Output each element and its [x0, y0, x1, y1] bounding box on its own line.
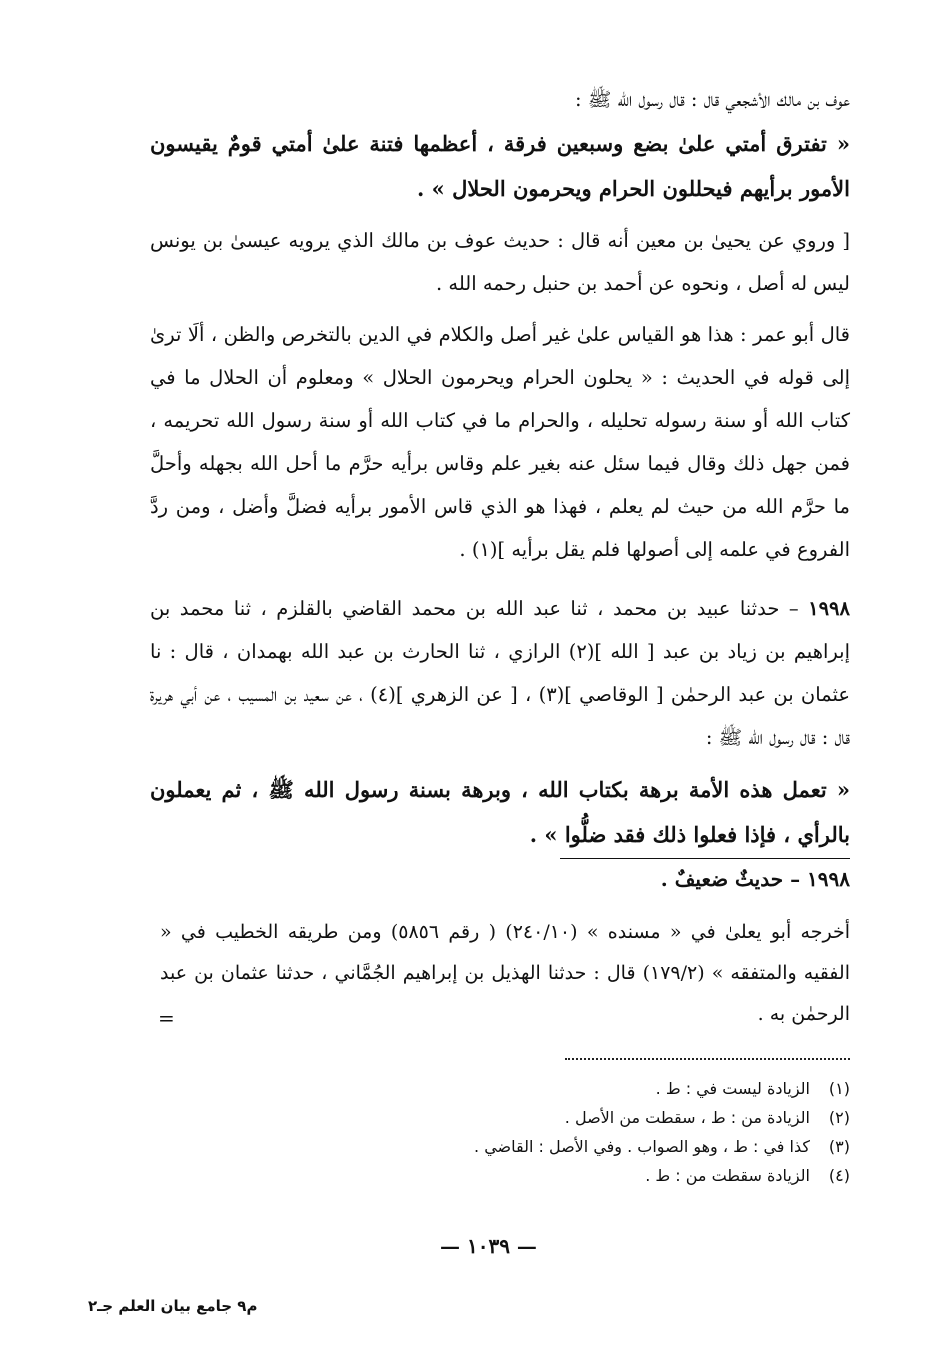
main-text [150, 78, 850, 857]
footnote-number: (٣) [828, 1137, 850, 1156]
takhrij-text: أخرجه أبو يعلىٰ في « مسنده » (٢٤٠/١٠) ( رقم ٥٨٥٦) ومن طريقه الخطيب في « الفقيه والمتفقه » (١٧٩/٢) قال : حدثنا الهذيل بن إبراهيم الجُمَّاني ، حدثنا عثمان بن عبد الرحمٰن به . [160, 921, 850, 1025]
spacer [150, 759, 850, 767]
section-divider [560, 858, 850, 859]
paragraph-intro: عوف بن مالك الأشجعي قال : قال رسول الله ﷺ : [575, 88, 850, 111]
footnote-item [250, 1103, 850, 1132]
hadith-number: ١٩٩٨ [808, 597, 850, 620]
footnote-text: الزيادة سقطت من : ط . [645, 1166, 810, 1185]
takhrij-title: ١٩٩٨ – حديثٌ ضعيفٌ . [660, 867, 850, 891]
footnote-number: (٢) [828, 1108, 850, 1127]
paragraph-yahya: [ وروي عن يحيىٰ بن معين أنه قال : حديث عوف بن مالك الذي يرويه عيسىٰ بن يونس ليس له أصل ، ونحوه عن أحمد بن حنبل رحمه الله . [150, 229, 850, 295]
footnote-item [250, 1132, 850, 1161]
footnote-divider [565, 1058, 850, 1060]
page-number: — ١٠٣٩ — [440, 1234, 537, 1258]
spacer [150, 571, 850, 587]
isnad-text: – حدثنا عبيد بن محمد ، ثنا عبد الله بن محمد القاضي بالقلزم ، ثنا محمد بن إبراهيم بن زياد بن عبد [ الله ](٢) الرازي ، ثنا الحارث بن عبد الله بهمدان ، قال : نا عثمان بن عبد الرحمٰن [ الوقاصي ](٣) ، [ عن الزهري ](٤) ، عن سعيد بن المسيب ، عن أبي هريرة قال : قال رسول الله ﷺ : [150, 597, 850, 749]
spacer [150, 305, 850, 313]
footnotes [250, 1074, 850, 1190]
hadith-text-2: « تعمل هذه الأمة برهة بكتاب الله ، وبرهة بسنة رسول الله ﷺ ، ثم يعملون بالرأي ، فإذا فعلوا ذلك فقد ضلُّوا » . [150, 777, 850, 847]
paragraph-isnad [150, 587, 850, 759]
footnote-text: الزيادة ليست في : ط . [655, 1079, 810, 1098]
continuation-mark: = [158, 1006, 175, 1030]
footnote-item [250, 1074, 850, 1103]
footnote-text: كذا في : ط ، وهو الصواب . وفي الأصل : القاضي . [474, 1137, 810, 1156]
takhrij-section [160, 912, 850, 1035]
footnote-item [250, 1161, 850, 1190]
paragraph-abu-umar: قال أبو عمر : هذا هو القياس علىٰ غير أصل والكلام في الدين بالتخرص والظن ، ألَا ترىٰ إلى قوله في الحديث : « يحلون الحرام ويحرمون الحلال » ومعلوم أن الحلال ما في كتاب الله أو سنة رسوله تحليله ، والحرام ما في كتاب الله أو سنة رسول الله تحريمه ، فمن جهل ذلك وقال فيما سئل عنه بغير علم وقاس برأيه حرَّم ما أحل الله بجهله وأحلَّ ما حرَّم الله من حيث لم يعلم ، فهذا هو الذي قاس الأمور برأيه فضلَّ وأضل ، ومن ردَّ الفروع في علمه إلى أصولها فلم يقل برأيه ](١) . [150, 323, 850, 561]
hadith-text-1: « تفترق أمتي علىٰ بضع وسبعين فرقة ، أعظمها فتنة علىٰ أمتي قومٌ يقيسون الأمور برأيهم فيحللون الحرام ويحرمون الحلال » . [150, 131, 850, 201]
footnote-number: (١) [828, 1079, 850, 1098]
printer-signature: م٩ جامع بيان العلم جـ٢ [88, 1297, 258, 1315]
spacer [150, 211, 850, 219]
footnote-number: (٤) [828, 1166, 850, 1185]
footnote-text: الزيادة من : ط ، سقطت من الأصل . [564, 1108, 810, 1127]
